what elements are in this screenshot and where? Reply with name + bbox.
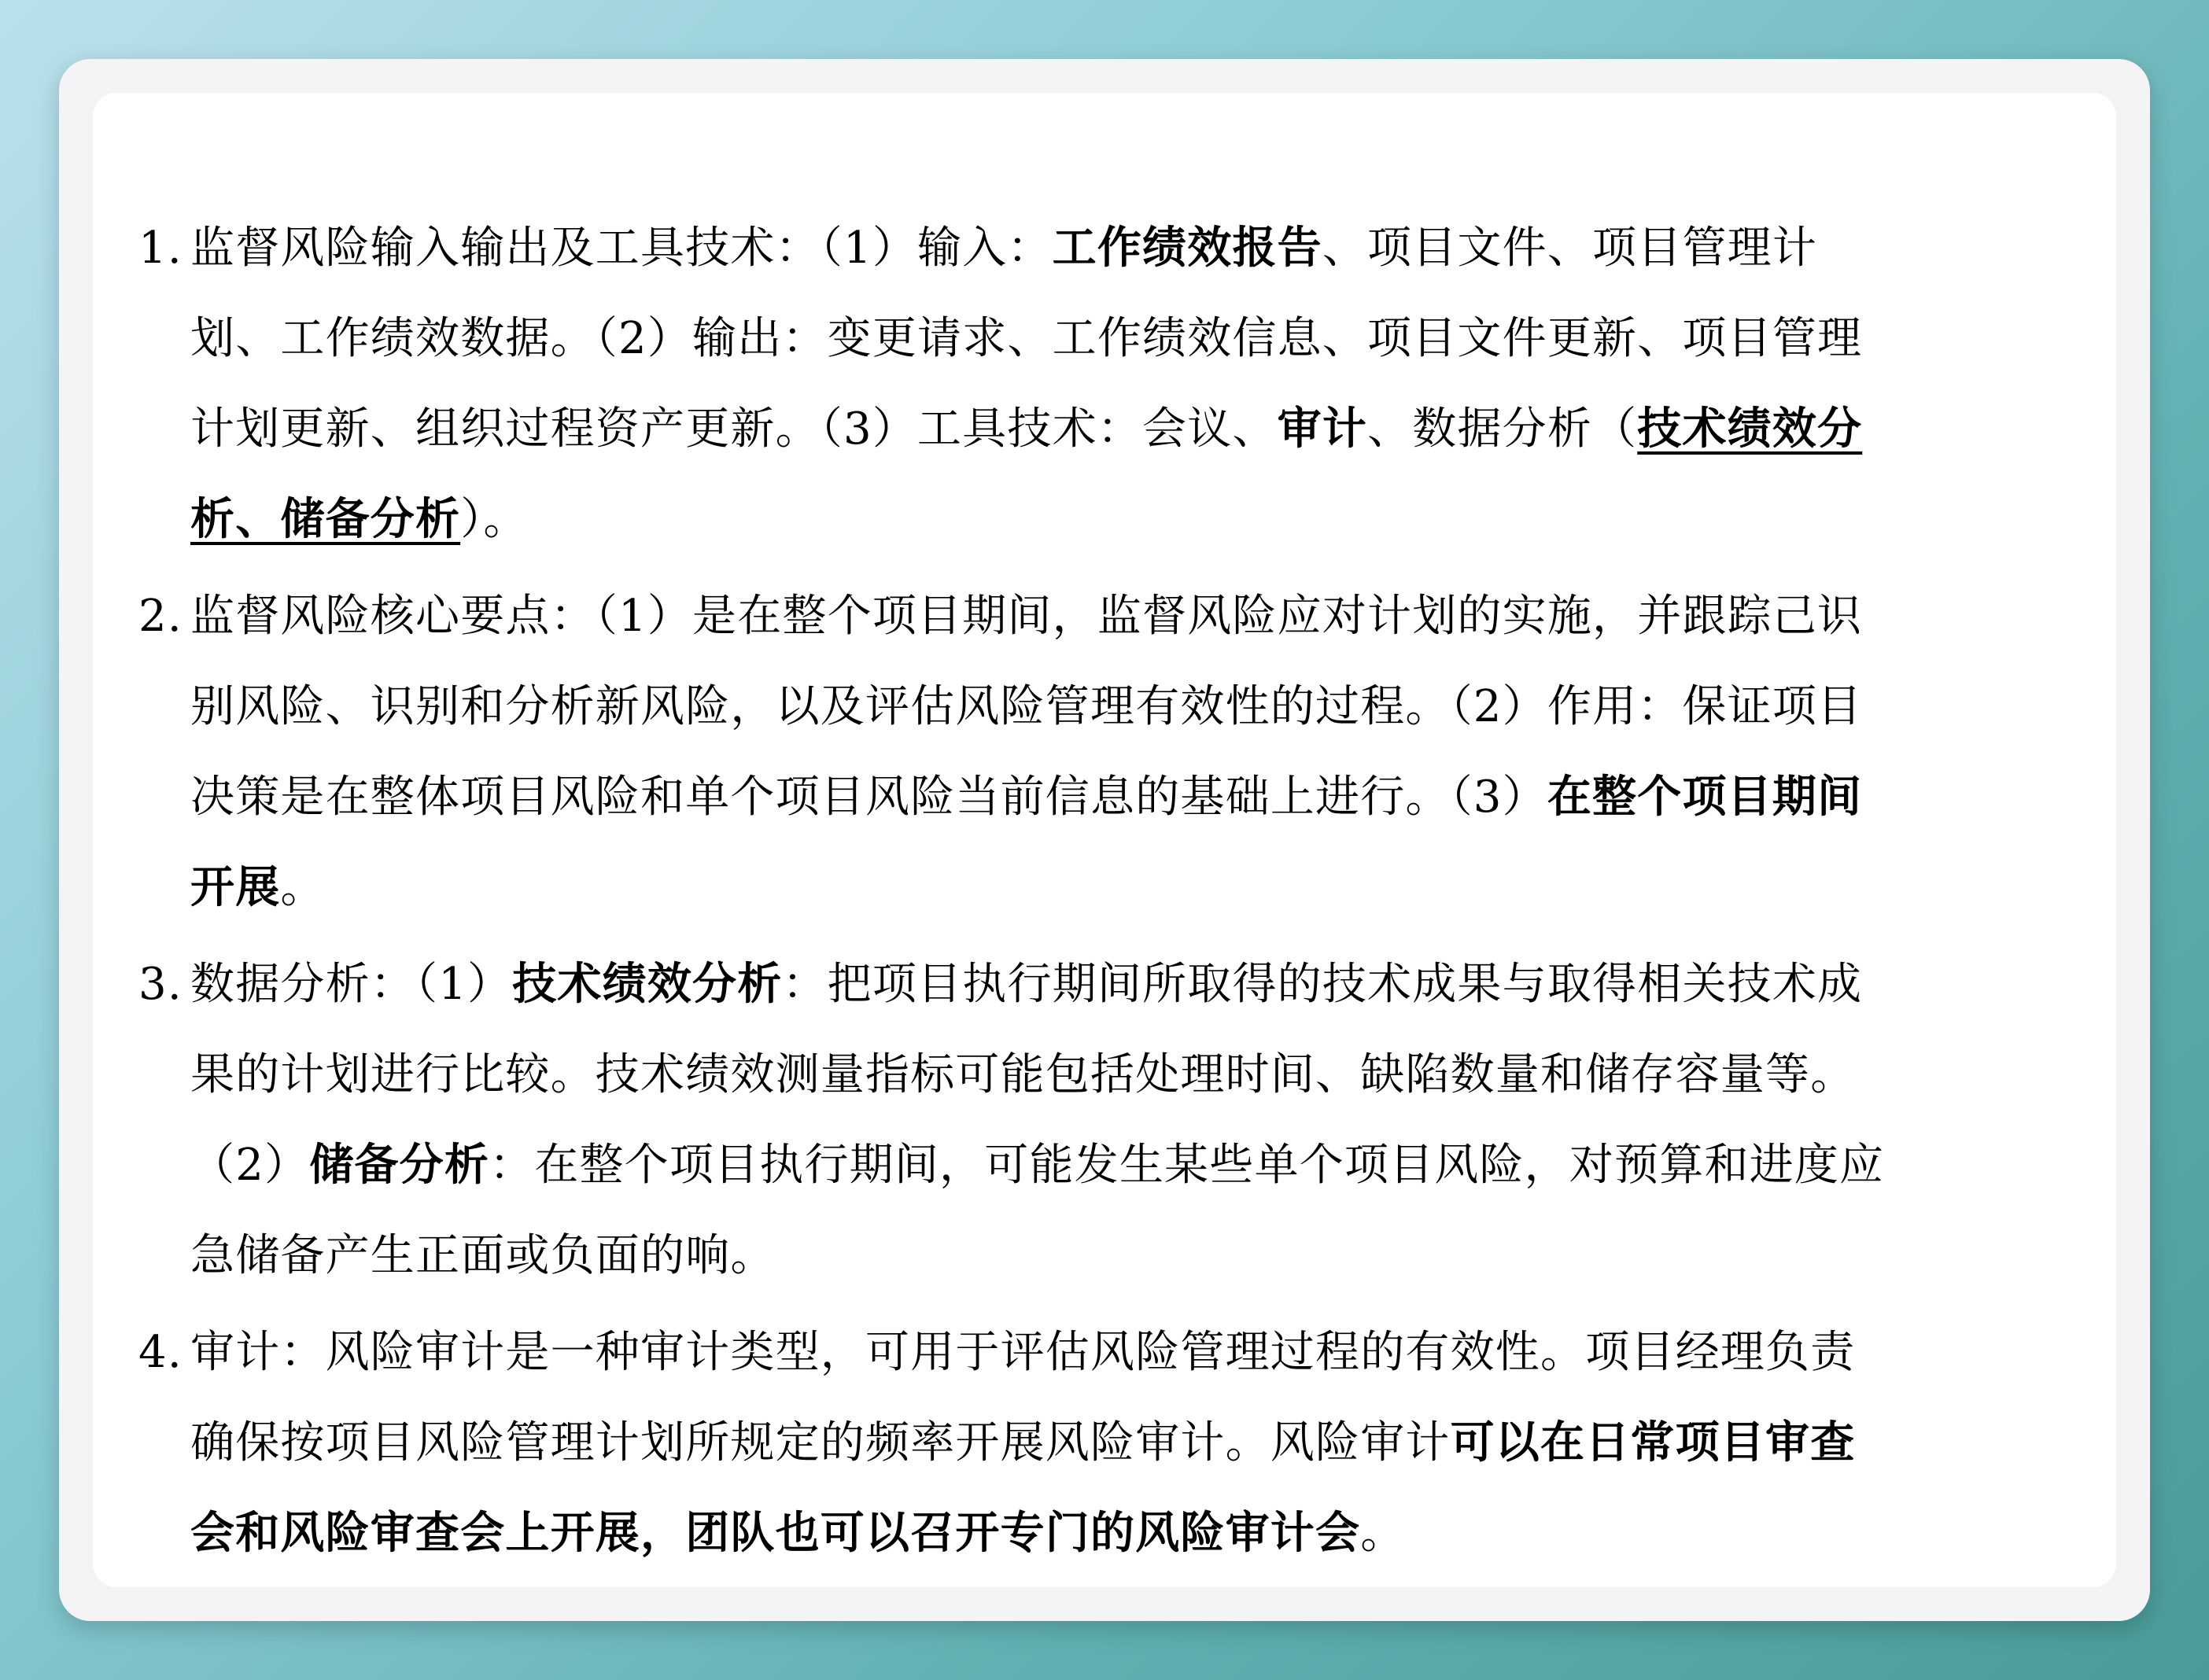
text-line [190,661,2165,752]
text-segment: ：把项目执行期间所取得的技术成果与取得相关技术成 [782,959,1863,1010]
bold-term: 技术绩效分析 [512,958,783,1010]
text-segment: 急储备产生正面或负面的响。 [190,1230,776,1281]
text-segment: （2） [190,1140,310,1191]
text-segment: 。 [1360,1508,1406,1559]
list-item [93,939,2165,1301]
text-line [190,203,2165,293]
text-segment: 划、工作绩效数据。（2）输出：变更请求、工作绩效信息、项目文件更新、项目管理 [190,313,1863,364]
text-segment: 计划更新、组织过程资产更新。（3）工具技术：会议、 [190,403,1278,455]
text-line [190,1120,2165,1210]
list-item [93,571,2165,933]
list-number: 2. [138,591,183,642]
bold-term: 开展 [190,861,281,913]
bold-term: 会和风险审查会上开展，团队也可以召开专门的风险审计会 [190,1507,1361,1559]
bold-term: 可以在日常项目审查 [1450,1417,1856,1468]
text-segment: 数据分析：（1） [190,959,513,1010]
text-segment: 决策是在整体项目风险和单个项目风险当前信息的基础上进行。（3） [190,772,1547,823]
text-line [190,752,2165,842]
numbered-list [93,203,2165,1585]
text-line [190,571,2165,661]
text-line [190,384,2165,474]
text-segment: 别风险、识别和分析新风险，以及评估风险管理有效性的过程。（2）作用：保证项目 [190,681,1863,732]
text-line [190,474,2165,565]
text-line [190,842,2165,933]
text-line [190,1307,2165,1398]
text-line [190,939,2165,1030]
bold-term: 审计 [1277,403,1368,455]
text-line [190,1398,2165,1488]
text-segment: ）。 [460,494,529,545]
list-number: 4. [138,1327,183,1378]
text-segment: 监督风险核心要点：（1）是在整个项目期间，监督风险应对计划的实施，并跟踪己识 [190,591,1863,642]
outer-card [59,59,2150,1621]
bold-term: 工作绩效报告 [1052,222,1322,274]
list-number: 3. [138,959,183,1010]
underlined-term: 技术绩效分 [1637,403,1863,455]
bold-term: 在整个项目期间 [1547,771,1863,823]
list-item [93,203,2165,565]
list-item [93,1307,2165,1579]
list-number: 1. [138,223,183,274]
text-segment: 监督风险输入输出及工具技术：（1）输入： [190,223,1053,274]
underlined-term: 析、储备分析 [190,493,461,545]
text-line [190,293,2165,384]
document-card [93,93,2116,1587]
text-segment: 果的计划进行比较。技术绩效测量指标可能包括处理时间、缺陷数量和储存容量等。 [190,1049,1856,1100]
text-segment: 确保按项目风险管理计划所规定的频率开展风险审计。风险审计 [190,1417,1451,1468]
text-segment: 、数据分析（ [1367,403,1638,455]
text-line [190,1030,2165,1120]
text-segment: 。 [280,862,326,913]
text-segment: 审计：风险审计是一种审计类型，可用于评估风险管理过程的有效性。项目经理负责 [190,1327,1856,1378]
text-segment: ：在整个项目执行期间，可能发生某些单个项目风险，对预算和进度应 [489,1140,1885,1191]
text-segment: 、项目文件、项目管理计 [1322,223,1818,274]
text-line [190,1210,2165,1301]
text-line [190,1488,2165,1579]
bold-term: 储备分析 [309,1139,490,1191]
